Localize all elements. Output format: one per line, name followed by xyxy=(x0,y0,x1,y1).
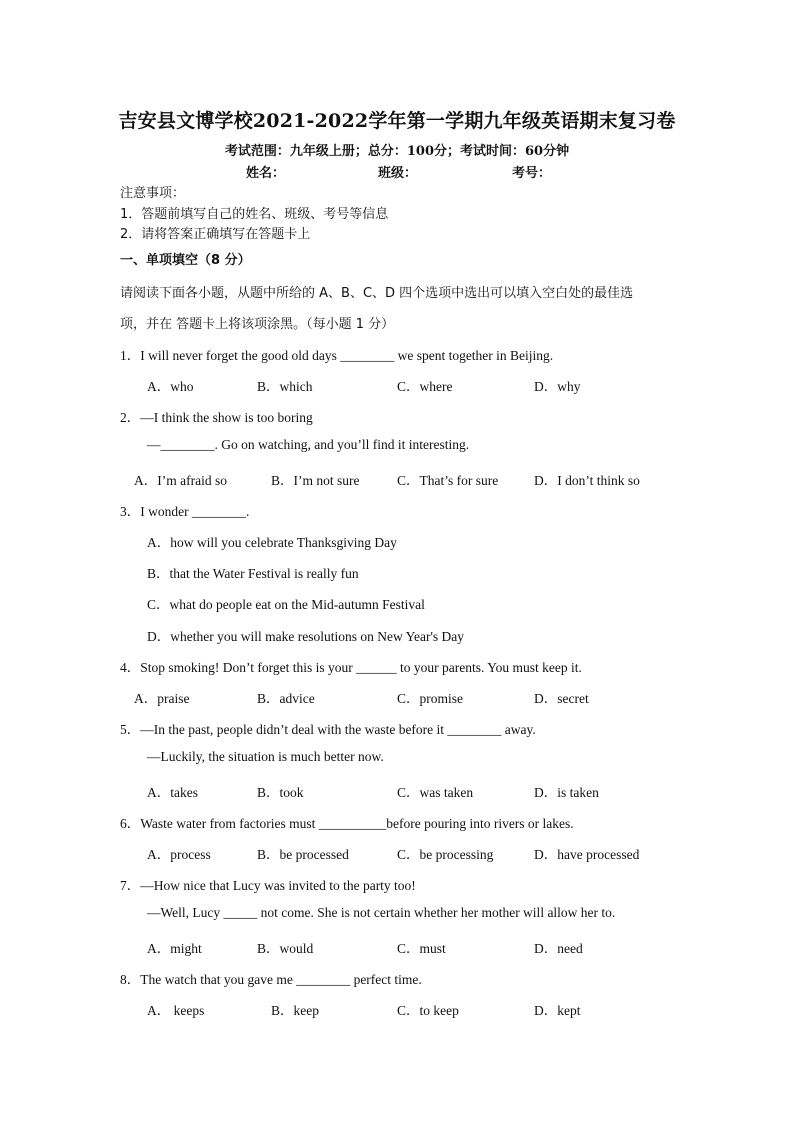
option-c: C．to keep xyxy=(397,1003,459,1018)
section-heading: 一、单项填空（8 分） xyxy=(120,253,251,268)
option-d: D．why xyxy=(534,379,581,394)
class-field-label: 班级： xyxy=(378,166,418,181)
question-stem: 1．I will never forget the good old days ________ we spent together in Beijing. xyxy=(120,348,554,363)
option-b: B．took xyxy=(257,785,304,800)
option-d: D．kept xyxy=(534,1003,581,1018)
option-a: A．who xyxy=(147,379,194,394)
question-stem: 2．—I think the show is too boring xyxy=(120,410,313,425)
exam-title: 吉安县文博学校2021-2022学年第一学期九年级英语期末复习卷 xyxy=(118,110,676,132)
notice-item: 2．请将答案正确填写在答题卡上 xyxy=(120,227,311,242)
option-d: D．secret xyxy=(534,691,589,706)
question-stem-reply: —________. Go on watching, and you’ll find it interesting. xyxy=(147,437,470,452)
option-d: D．is taken xyxy=(534,785,599,800)
option-a: A．process xyxy=(147,847,211,862)
option-c: C．be processing xyxy=(397,847,494,862)
option-b: B．advice xyxy=(257,691,315,706)
option-b: B．which xyxy=(257,379,313,394)
question-stem-reply: —Well, Lucy _____ not come. She is not certain whether her mother will allow her to. xyxy=(147,905,616,920)
option-a: A．takes xyxy=(147,785,198,800)
notice-title: 注意事项： xyxy=(120,186,186,201)
option-d: D．need xyxy=(534,941,583,956)
option-c: C．what do people eat on the Mid-autumn Festival xyxy=(147,597,425,612)
exam-info: 考试范围：九年级上册；总分：100分；考试时间：60分钟 xyxy=(224,144,570,159)
option-a: A．how will you celebrate Thanksgiving Day xyxy=(147,535,397,550)
option-a: A．praise xyxy=(134,691,190,706)
question-stem: 4．Stop smoking! Don’t forget this is your ______ to your parents. You must keep it. xyxy=(120,660,582,675)
question-stem: 6．Waste water from factories must __________before pouring into rivers or lakes. xyxy=(120,816,574,831)
section-instruction: 请阅读下面各小题，从题中所给的 A、B、C、D 四个选项中选出可以填入空白处的最佳选 xyxy=(120,286,634,301)
option-d: D．whether you will make resolutions on New Year's Day xyxy=(147,629,465,644)
question-stem: 7．—How nice that Lucy was invited to the party too! xyxy=(120,878,416,893)
question-stem-reply: —Luckily, the situation is much better now. xyxy=(147,749,384,764)
option-c: C．was taken xyxy=(397,785,474,800)
option-d: D．have processed xyxy=(534,847,640,862)
option-b: B．keep xyxy=(271,1003,319,1018)
option-b: B．I’m not sure xyxy=(271,473,360,488)
section-instruction: 项，并在 答题卡上将该项涂黑。（每小题 1 分） xyxy=(120,317,395,332)
question-stem: 8．The watch that you gave me ________ perfect time. xyxy=(120,972,422,987)
question-stem: 3．I wonder ________. xyxy=(120,504,250,519)
question-stem: 5．—In the past, people didn’t deal with the waste before it ________ away. xyxy=(120,722,536,737)
option-c: C．promise xyxy=(397,691,463,706)
option-a: A．I’m afraid so xyxy=(134,473,227,488)
option-b: B．would xyxy=(257,941,314,956)
option-c: C．must xyxy=(397,941,446,956)
option-a: A．might xyxy=(147,941,202,956)
option-c: C．where xyxy=(397,379,453,394)
option-b: B．that the Water Festival is really fun xyxy=(147,566,359,581)
option-d: D．I don’t think so xyxy=(534,473,640,488)
name-field-label: 姓名： xyxy=(246,166,286,181)
number-field-label: 考号： xyxy=(512,166,552,181)
notice-item: 1．答题前填写自己的姓名、班级、考号等信息 xyxy=(120,207,389,222)
option-b: B．be processed xyxy=(257,847,349,862)
option-c: C．That’s for sure xyxy=(397,473,499,488)
option-a: A． keeps xyxy=(147,1003,205,1018)
